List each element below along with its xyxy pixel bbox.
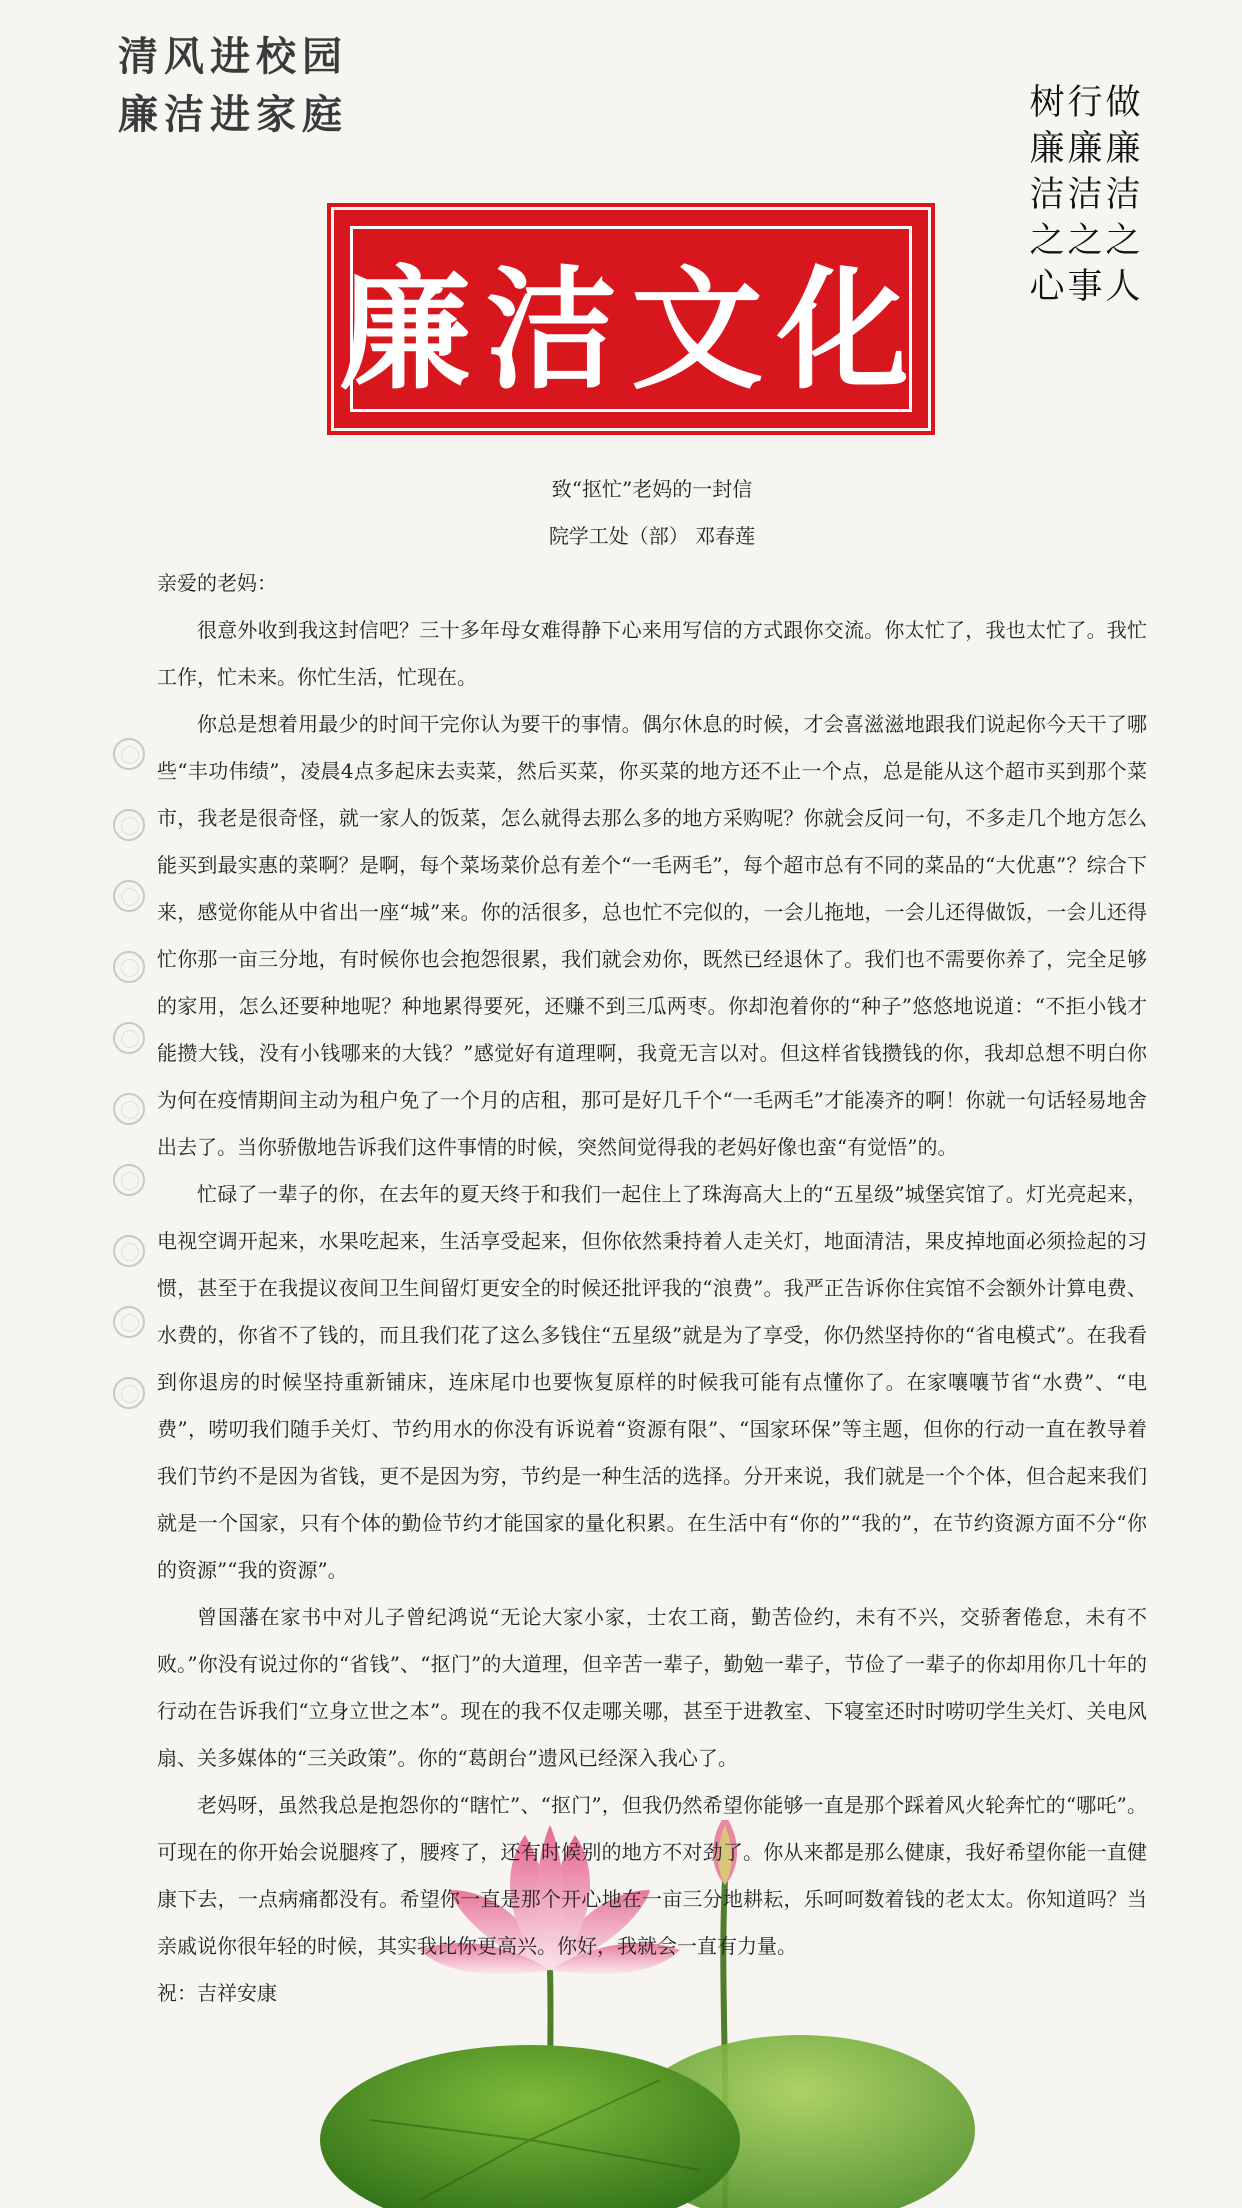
- slogan-char: 之: [1105, 221, 1141, 261]
- slogan-char: 洁: [1067, 175, 1103, 215]
- letter-document: [157, 466, 1147, 2017]
- seal-text: 廉洁文化: [339, 253, 923, 408]
- slogan-char: 事: [1067, 267, 1103, 307]
- margin-circle-icon: [113, 1235, 145, 1267]
- slogan-char: 洁: [1105, 175, 1141, 215]
- margin-circle-icon: [113, 880, 145, 912]
- slogan-char: 行: [1067, 83, 1103, 123]
- slogan-char: 做: [1105, 83, 1141, 123]
- margin-circle-icon: [113, 1164, 145, 1196]
- letter-paragraph: 曾国藩在家书中对儿子曾纪鸿说“无论大家小家，士农工商，勤苦俭约，未有不兴，交骄奢倦怠，未有不败。”你没有说过你的“省钱”、“抠门”的大道理，但辛苦一辈子，勤勉一辈子，节俭了一辈子的你却用你几十年的行动在告诉我们“立身立世之本”。现在的我不仅走哪关哪，甚至于进教室、下寝室还时时唠叨学生关灯、关电风扇、关多媒体的“三关政策”。你的“葛朗台”遗风已经深入我心了。: [157, 1605, 1147, 1770]
- slogan-char: 廉: [1067, 129, 1103, 169]
- slogan-right-vertical: [1028, 80, 1142, 310]
- slogan-left-line2: 廉洁进家庭: [118, 91, 348, 138]
- letter-salutation: 亲爱的老妈：: [157, 571, 277, 595]
- slogan-char: 洁: [1029, 175, 1065, 215]
- seal-inner-border: [339, 226, 923, 412]
- margin-circles: [113, 738, 145, 1448]
- slogan-char: 廉: [1029, 129, 1065, 169]
- slogan-char: 树: [1029, 83, 1065, 123]
- margin-circle-icon: [113, 1306, 145, 1338]
- letter-title: 致“抠忙”老妈的一封信: [551, 477, 753, 501]
- slogan-left: [118, 28, 348, 144]
- letter-closing: 祝：吉祥安康: [157, 1981, 277, 2005]
- slogan-char: 廉: [1105, 129, 1141, 169]
- letter-paragraph: 你总是想着用最少的时间干完你认为要干的事情。偶尔休息的时候，才会喜滋滋地跟我们说起你今天干了哪些“丰功伟绩”，凌晨4点多起床去卖菜，然后买菜，你买菜的地方还不止一个点，总是能从这个超市买到那个菜市，我老是很奇怪，就一家人的饭菜，怎么就得去那么多的地方采购呢？你就会反问一句，不多走几个地方怎么能买到最实惠的菜啊？是啊，每个菜场菜价总有差个“一毛两毛”，每个超市总有不同的菜品的“大优惠”？综合下来，感觉你能从中省出一座“城”来。你的活很多，总也忙不完似的，一会儿拖地，一会儿还得做饭，一会儿还得忙你那一亩三分地，有时候你也会抱怨很累，我们就会劝你，既然已经退休了。我们也不需要你养了，完全足够的家用，怎么还要种地呢？种地累得要死，还赚不到三瓜两枣。你却泡着你的“种子”悠悠地说道：“不拒小钱才能攒大钱，没有小钱哪来的大钱？”感觉好有道理啊，我竟无言以对。但这样省钱攒钱的你，我却总想不明白你为何在疫情期间主动为租户免了一个月的店租，那可是好几千个“一毛两毛”才能凑齐的啊！你就一句话轻易地舍出去了。当你骄傲地告诉我们这件事情的时候，突然间觉得我的老妈好像也蛮“有觉悟”的。: [157, 712, 1147, 1159]
- slogan-char: 之: [1029, 221, 1065, 261]
- margin-circle-icon: [113, 1377, 145, 1409]
- slogan-char: 人: [1105, 267, 1141, 307]
- slogan-left-line1: 清风进校园: [118, 33, 348, 80]
- lianjie-culture-seal: [334, 210, 928, 428]
- letter-paragraph: 老妈呀，虽然我总是抱怨你的“瞎忙”、“抠门”，但我仍然希望你能够一直是那个踩着风火轮奔忙的“哪吒”。可现在的你开始会说腿疼了，腰疼了，还有时候别的地方不对劲了。你从来都是那么健康，我好希望你能一直健康下去，一点病痛都没有。希望你一直是那个开心地在一亩三分地耕耘，乐呵呵数着钱的老太太。你知道吗？当亲戚说你很年轻的时候，其实我比你更高兴。你好，我就会一直有力量。: [157, 1793, 1147, 1958]
- margin-circle-icon: [113, 951, 145, 983]
- margin-circle-icon: [113, 738, 145, 770]
- letter-author: 院学工处（部） 邓春莲: [548, 524, 756, 548]
- letter-paragraph: 很意外收到我这封信吧？三十多年母女难得静下心来用写信的方式跟你交流。你太忙了，我也太忙了。我忙工作，忙未来。你忙生活，忙现在。: [157, 618, 1147, 689]
- margin-circle-icon: [113, 1093, 145, 1125]
- slogan-char: 之: [1067, 221, 1103, 261]
- margin-circle-icon: [113, 809, 145, 841]
- slogan-char: 心: [1029, 267, 1065, 307]
- letter-paragraph: 忙碌了一辈子的你，在去年的夏天终于和我们一起住上了珠海高大上的“五星级”城堡宾馆了。灯光亮起来，电视空调开起来，水果吃起来，生活享受起来，但你依然秉持着人走关灯，地面清洁，果皮掉地面必须捡起的习惯，甚至于在我提议夜间卫生间留灯更安全的时候还批评我的“浪费”。我严正告诉你住宾馆不会额外计算电费、水费的，你省不了钱的，而且我们花了这么多钱住“五星级”就是为了享受，你仍然坚持你的“省电模式”。在我看到你退房的时候坚持重新铺床，连床尾巾也要恢复原样的时候我可能有点懂你了。在家嚷嚷节省“水费”、“电费”，唠叨我们随手关灯、节约用水的你没有诉说着“资源有限”、“国家环保”等主题，但你的行动一直在教导着我们节约不是因为省钱，更不是因为穷，节约是一种生活的选择。分开来说，我们就是一个个体，但合起来我们就是一个国家，只有个体的勤俭节约才能国家的量化积累。在生活中有“你的”“我的”，在节约资源方面不分“你的资源”“我的资源”。: [157, 1182, 1147, 1582]
- margin-circle-icon: [113, 1022, 145, 1054]
